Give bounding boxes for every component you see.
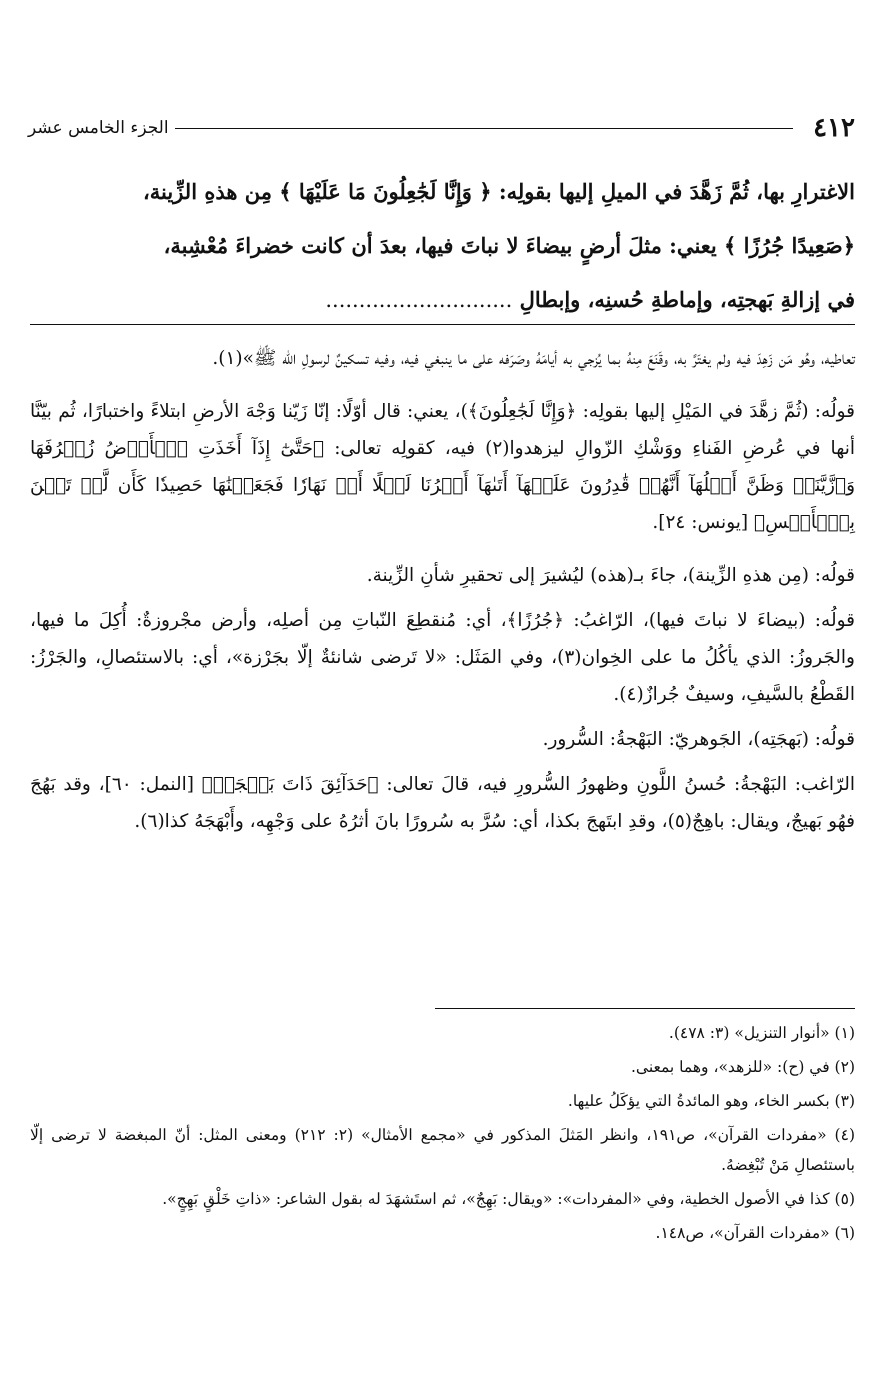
commentary-paragraph: الرّاغب: البَهْجةُ: حُسنُ اللَّونِ وظهورُ السُّرورِ فيه، قالَ تعالى: ﴿حَدَآئِقَ ذَاتَ بَهۡجَةٖ﴾ [النمل: ٦٠]، وقد بَهُجَ فهُو بَهيجٌ، ويقال: باهِجٌ(٥)، وقدِ ابتَهجَ بكذا، أي: سُرَّ به سُرورًا بانَ أثرُهُ على وَجْهِه، وأَبْهَجَهُ كذا(٦).: [30, 774, 855, 832]
commentary-paragraph: تعاطيه، وهُو مَن زَهِدَ فيه ولم يغتَرَّ به، وقَنَعَ مِنهُ بما يُزجي به أيامَهُ وصَرَفه على ما ينبغي فيه، وفيه تسكينٌ لرسولِ الله ﷺ»(١).: [212, 348, 855, 369]
header-rule: [175, 128, 794, 129]
commentary-paragraph: قولُه: (ثُمَّ زهَّدَ في المَيْلِ إليها بقولِه: ﴿وَإِنَّا لَجَٰعِلُونَ﴾)، يعني: قال أوّلًا: إنّا زَيّنا وَجْهَ الأرضِ ابتلاءً واختبارًا، ثُم بيّنَّا أنها في عُرضِ الفَناءِ ووَشْكِ الزّوالِ ليزهدوا(٢) فيه، كقولِه تعالى: ﴿حَتَّىٰٓ إِذَآ أَخَذَتِ ٱلۡأَرۡضُ زُخۡرُفَهَا وَٱزَّيَّنَتۡ وَظَنَّ أَهۡلُهَآ أَنَّهُمۡ قَٰدِرُونَ عَلَيۡهَآ أَتَىٰهَآ أَمۡرُنَا لَيۡلًا أَوۡ نَهَارٗا فَجَعَلۡنَٰهَا حَصِيدٗا كَأَن لَّمۡ تَغۡنَ بِٱلۡأَمۡسِ﴾ [يونس: ٢٤].: [30, 401, 856, 533]
main-text: [28, 165, 855, 327]
page-header: [28, 108, 855, 148]
footnote: (١) «أنوار التنزيل» (٣: ٤٧٨).: [668, 1024, 855, 1042]
commentary-paragraph: قولُه: (بيضاءَ لا نباتَ فيها)، الرّاغبُ: ﴿جُرُزًا﴾، أي: مُنقطِعَ النّباتِ مِن أصلِه، وأرض مجْروزةٌ: أُكِلَ ما فيها، والجَروزُ: الذي يأكُلُ ما على الخِوان(٣)، وفي المَثَل: «لا تَرضى شانئةٌ إلّا بجَرْزة»، أي: بالاستئصالِ، والجَرْزُ: القَطْعُ بالسَّيفِ، وسيفٌ جُرازٌ(٤).: [30, 610, 855, 705]
footnote-divider: [435, 1008, 855, 1009]
commentary-paragraph: قولُه: (مِن هذهِ الزِّينة)، جاءَ بـ(هذه) ليُشيرَ إلى تحقيرِ شأنِ الزِّينة.: [366, 565, 855, 586]
footnote: (٤) «مفردات القرآن»، ص١٩١، وانظر المَثلَ المذكور في «مجمع الأمثال» (٢: ٢١٢) ومعنى المثل: أنّ المبغضة لا ترضى إلّا باستئصالِ مَنْ تُبْغِضهُ.: [30, 1126, 855, 1174]
section-divider: [30, 324, 855, 325]
main-text-line: ﴿صَعِيدًا جُرُزًا ﴾ يعني: مثلَ أرضٍ بيضاءَ لا نباتَ فيها، بعدَ أن كانت خضراءَ مُعْشِبة،: [163, 233, 855, 258]
commentary: [30, 340, 855, 848]
footnote: (٢) في (ح): «للزهد»، وهما بمعنى.: [630, 1058, 855, 1076]
footnotes: [30, 1018, 855, 1252]
footnote: (٦) «مفردات القرآن»، ص١٤٨.: [655, 1224, 855, 1242]
continuation-dots: ............................: [325, 288, 513, 312]
footnote: (٣) بكسر الخاء، وهو المائدةُ التي يؤكَلُ عليها.: [567, 1092, 855, 1110]
page-number: ٤١٢: [813, 113, 855, 143]
main-text-line: [28, 273, 855, 327]
volume-title: الجزء الخامس عشر: [28, 118, 169, 138]
commentary-paragraph: قولُه: (بَهجَتِه)، الجَوهريّ: البَهْجةُ: السُّرور.: [542, 729, 855, 750]
main-text-line: الاغترارِ بها، ثُمَّ زَهَّدَ في الميلِ إليها بقولِه: ﴿ وَإِنَّا لَجَٰعِلُونَ مَا عَلَيْهَا ﴾ مِن هذهِ الزِّينة،: [142, 179, 855, 204]
footnote: (٥) كذا في الأصول الخطية، وفي «المفردات»: «ويقال: بَهِجٌ»، ثم استَشهَدَ له بقول الشاعر: «ذاتِ خَلْقٍ بَهِجٍ».: [162, 1190, 855, 1208]
main-text-fragment: في إزالةِ بَهجتِه، وإماطةِ حُسنِه، وإبطالِ: [519, 287, 855, 312]
